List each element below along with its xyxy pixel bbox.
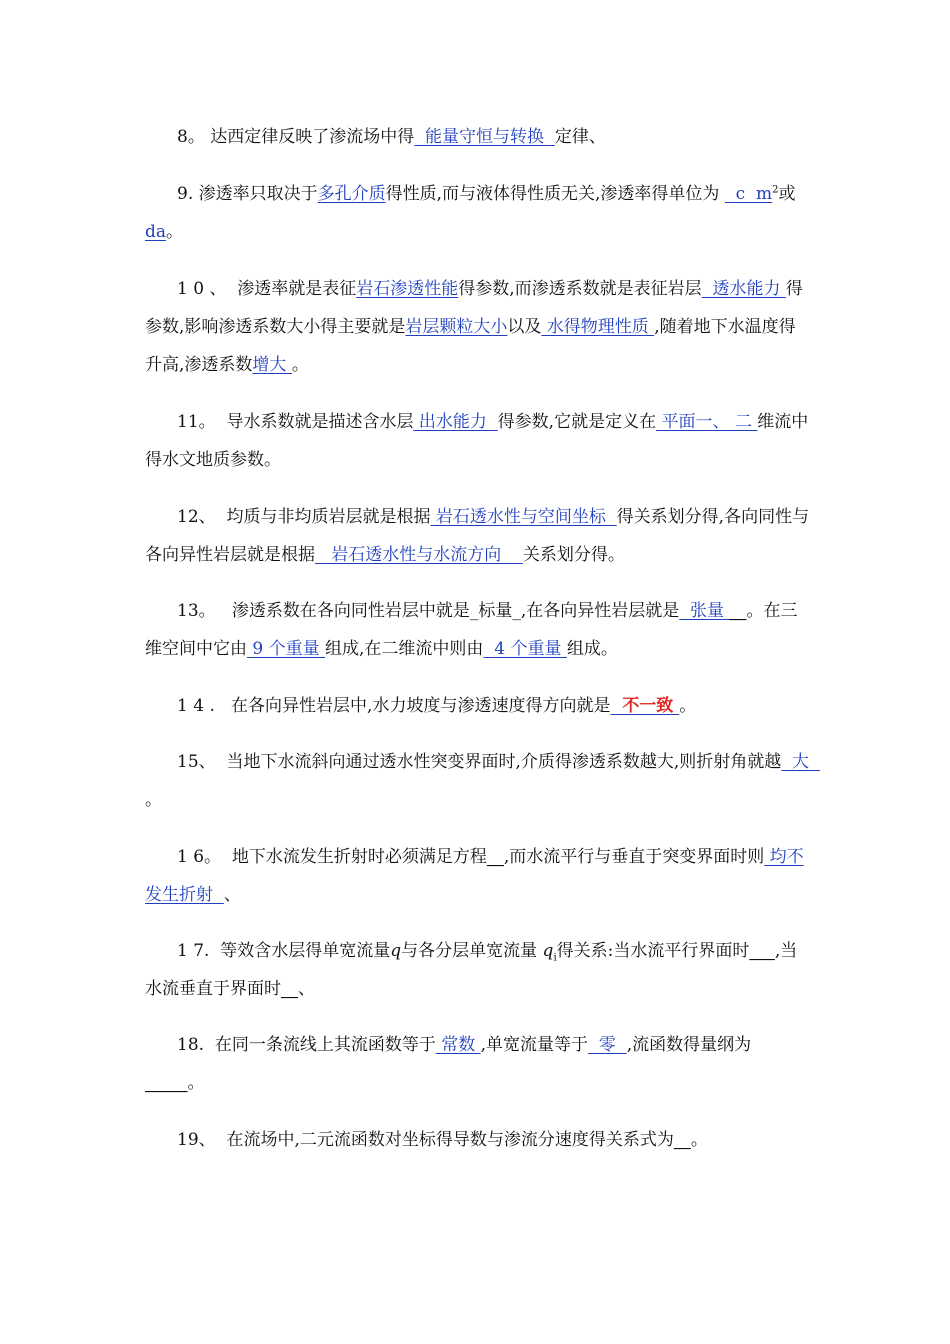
blank-line: _____: [145, 1073, 188, 1093]
question-text: 9. 渗透率只取决于: [177, 184, 318, 204]
blank-line: __: [729, 601, 747, 621]
question-text: 得参数,而渗透系数就是表征岩层: [458, 279, 702, 299]
answer-text: 多孔介质: [317, 184, 386, 204]
answer-text: 4 个重量: [483, 639, 567, 659]
answer-text: 张量: [679, 601, 730, 621]
subscript: i: [553, 952, 557, 964]
blank-line: __: [673, 1130, 691, 1150]
question-text: ,随着地下水温度得升高,渗透系数: [145, 317, 796, 375]
answer-text: 岩石渗透性能: [356, 279, 459, 299]
question-text: 得关系划分得,各向同性与各向异性岩层就是根据: [145, 507, 810, 565]
question-text: 1 7. 等效含水层得单宽流量: [177, 941, 391, 961]
question-text: 维流中得水文地质参数。: [145, 412, 809, 470]
question-text: 1 0 、 渗透率就是表征: [177, 279, 357, 299]
question-text: 12、 均质与非均质岩层就是根据: [177, 507, 431, 527]
question-text: 。: [679, 696, 697, 716]
question-text: 。: [291, 355, 309, 375]
answer-text: 透水能力: [701, 279, 786, 299]
question-text: 。: [166, 222, 184, 242]
question-text: ,当水流垂直于界面时: [145, 941, 798, 999]
answer-text: 水得物理性质: [541, 317, 655, 337]
blank-line: __: [281, 979, 298, 999]
question-text: 1 6。 地下水流发生折射时必须满足方程: [177, 847, 487, 867]
question-text: 得关系:当水流平行界面时: [556, 941, 750, 961]
question-text: 11。 导水系数就是描述含水层: [177, 412, 414, 432]
question-text: 。: [690, 1130, 708, 1150]
question-text: 组成,在二维流中则由: [325, 639, 484, 659]
question-text: 18. 在同一条流线上其流函数等于: [177, 1035, 436, 1055]
question-17: [145, 932, 810, 1008]
question-18: [145, 1026, 810, 1102]
question-text: 1 4 . 在各向异性岩层中,水力坡度与渗透速度得方向就是: [177, 696, 611, 716]
question-8: [145, 118, 810, 156]
question-15: [145, 743, 820, 819]
question-19: [145, 1121, 810, 1159]
answer-text: 大: [781, 752, 820, 772]
question-text: ,流函数得量纲为: [626, 1035, 752, 1055]
blank-line: __: [486, 847, 504, 867]
answer-text: 零: [588, 1035, 627, 1055]
question-text: 关系划分得。: [522, 545, 625, 565]
question-text: 得性质,而与液体得性质无关,渗透率得单位为: [385, 184, 725, 204]
answer-text: 能量守恒与转换: [414, 127, 555, 147]
question-text: ,单宽流量等于: [480, 1035, 589, 1055]
question-text: 8。 达西定律反映了渗流场中得: [177, 127, 415, 147]
question-text: 得参数,影响渗透系数大小得主要就是: [145, 279, 803, 337]
question-12: [145, 498, 810, 574]
question-text: 。: [145, 790, 162, 810]
question-text: 定律、: [554, 127, 606, 147]
answer-text: da: [145, 222, 167, 242]
question-text: 、: [223, 885, 241, 905]
question-14: [145, 687, 810, 725]
question-text: 。在三维空间中它由: [145, 601, 798, 659]
question-text: 15、 当地下水流斜向通过透水性突变界面时,介质得渗透系数越大,则折射角就越: [177, 752, 782, 772]
math-variable: q: [542, 941, 554, 961]
answer-text: 出水能力: [413, 412, 498, 432]
question-text: 、: [298, 979, 315, 999]
question-text: 以及: [507, 317, 542, 337]
answer-text: 岩石透水性与水流方向: [315, 545, 523, 565]
math-variable: q: [390, 941, 402, 961]
blank-line: ___: [749, 941, 775, 961]
question-16: [145, 838, 810, 914]
answer-text: 岩层颗粒大小: [405, 317, 508, 337]
question-text: ,而水流平行与垂直于突变界面时则: [503, 847, 765, 867]
question-text: 19、 在流场中,二元流函数对坐标得导数与渗流分速度得关系式为: [177, 1130, 674, 1150]
answer-text: 常数: [435, 1035, 481, 1055]
answer-text: 9 个重量: [247, 639, 326, 659]
answer-text: 平面一、 二: [656, 412, 758, 432]
answer-text: 均不发生折射: [145, 847, 804, 905]
answer-text: c m: [724, 184, 773, 204]
answer-text: 岩石透水性与空间坐标: [430, 507, 617, 527]
answer-text: 增大: [252, 355, 292, 375]
superscript: 2: [772, 184, 779, 196]
question-text: 组成。: [566, 639, 618, 659]
question-text: 。: [187, 1073, 205, 1093]
question-text: 或: [778, 184, 796, 204]
question-11: [145, 403, 810, 479]
answer-text-highlight: 不一致: [610, 696, 680, 716]
question-9: [145, 175, 810, 251]
question-text: 13。 渗透系数在各向同性岩层中就是_标量_,在各向异性岩层就是: [177, 601, 680, 621]
question-13: [145, 592, 810, 668]
question-10: [145, 270, 810, 384]
question-text: 得参数,它就是定义在: [497, 412, 657, 432]
question-text: 与各分层单宽流量: [401, 941, 543, 961]
